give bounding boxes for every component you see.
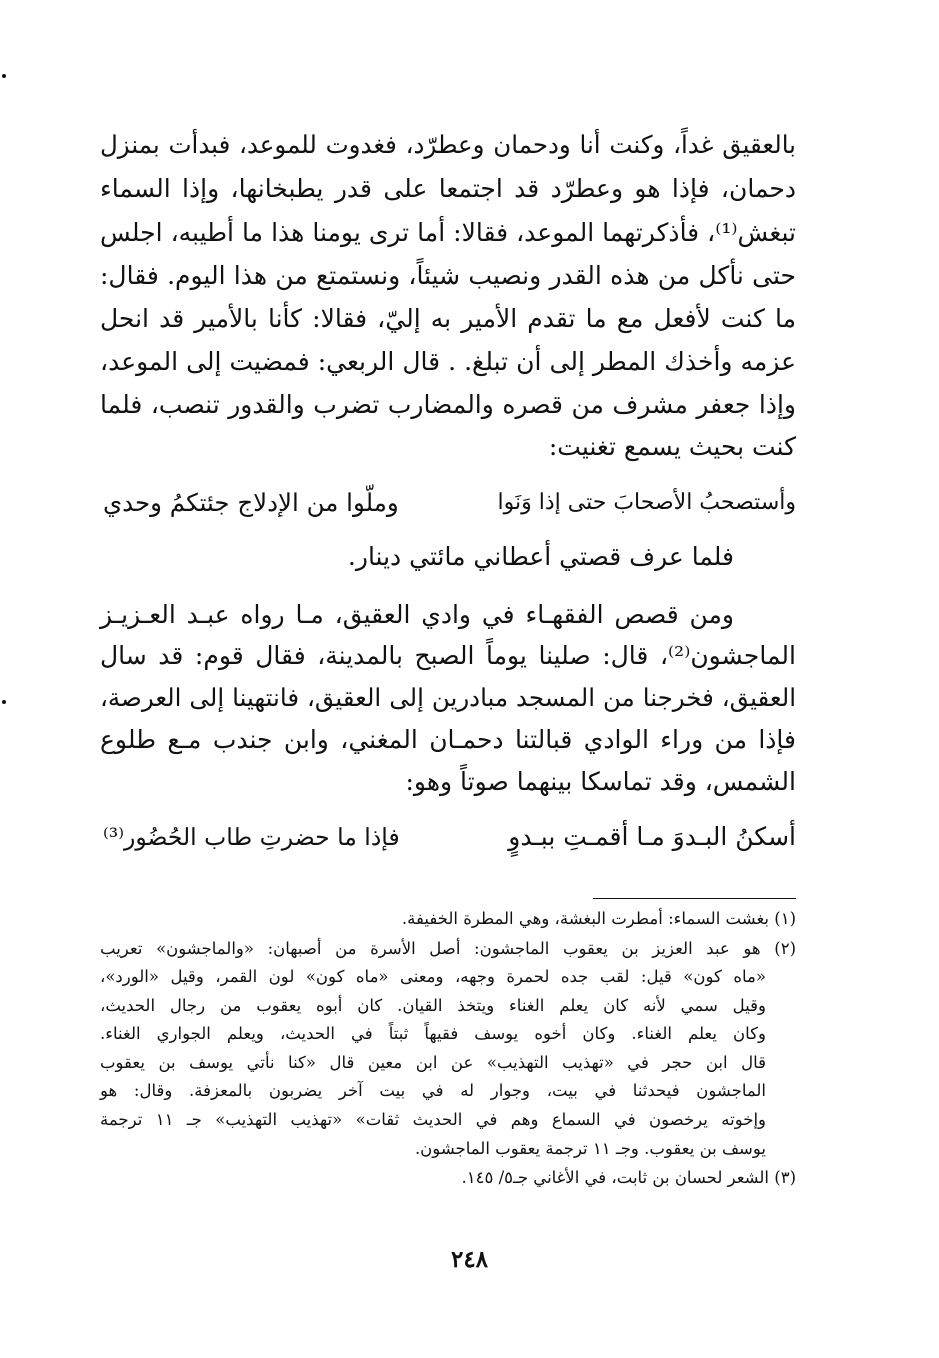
body-line: فإذا من وراء الوادي قبالتنا دحمـان المغني، وابن جندب مـع طلوع [100,725,796,754]
footnote-line: وقيل سمي لأنه كان يعلم الغناء ويتخذ القيان. كان أبوه يعقوب من رجال الحديث، [100,996,766,1015]
verse-first-hemistich: أسكنُ البـدوَ مـا أقمـتِ ببـدوٍ [508,822,796,851]
footnote-line: (١) بغشت السماء: أمطرت البغشة، وهي المطرة الخفيفة. [401,909,796,928]
footnote-line: الماجشون فيحدثنا في بيت، وجوار له في بيت آخر يضربون بالمعزفة. وقال: هو [100,1081,766,1100]
footnote-line: وإخوته يرخصون في السماع وهم في الحديث ثقات» «تهذيب التهذيب» جـ ١١ ترجمة [100,1110,766,1129]
footnote-separator [593,898,796,899]
footnote-line: قال ابن حجر في «تهذيب التهذيب» عن ابن معين قال «كنا نأتي يوسف بن يعقوب [100,1053,766,1072]
body-line: حتى نأكل من هذه القدر ونصيب شيئاً، ونستمتع من هذا اليوم. فقال: [100,261,796,290]
body-line: ما كنت لأفعل مع ما تقدم الأمير به إليّ، فقالا: كأنا بالأمير قد انحل [100,304,796,333]
verse-second-hemistich: فإذا ما حضرتِ طاب الحُضُور⁽³⁾ [103,823,400,851]
page-number: ٢٤٨ [450,1246,489,1273]
body-line: العقيق، فخرجنا من المسجد مبادرين إلى العقيق، فانتهينا إلى العرصة، [100,683,796,712]
body-line: ومن قصص الفقهـاء في وادي العقيق، مـا رواه عبـد العـزيـز [100,600,734,629]
body-line: دحمان، فإذا هو وعطرّد قد اجتمعا على قدر يطبخانها، وإذا السماء [100,174,796,203]
footnote-line: (٢) هو عبد العزيز بن يعقوب الماجشون: أصل الأسرة من أصبهان: «والماجشون» تعريب [100,939,796,958]
body-line: وإذا جعفر مشرف من قصره والمضارب تضرب والقدور تنصب، فلما [100,390,796,419]
body-line: عزمه وأخذك المطر إلى أن تبلغ. . قال الربعي: فمضيت إلى الموعد، [100,347,796,376]
body-line: الشمس، وقد تماسكا بينهما صوتاً وهو: [405,767,796,796]
scan-edge-mark [2,700,6,704]
footnote-line: يوسف بن يعقوب. وجـ ١١ ترجمة يعقوب الماجشون. [414,1139,766,1158]
body-line: الماجشون⁽²⁾، قال: صلينا يوماً الصبح بالمدينة، فقال قوم: قد سال [100,641,796,670]
footnote-line: وكان يعلم الغناء. وكان أخوه يوسف فقيهاً ثبتاً في الحديث، ويعلم الجواري الغناء. [100,1024,766,1043]
footnote-line: (٣) الشعر لحسان بن ثابت، في الأغاني جـ٥/ ١٤٥. [461,1168,796,1187]
verse-second-hemistich: وملّوا من الإدلاج جئتكمُ وحدي [103,488,399,517]
body-line: بالعقيق غداً، وكنت أنا ودحمان وعطرّد، فغدوت للموعد، فبدأت بمنزل [100,130,796,159]
body-line: فلما عرف قصتي أعطاني مائتي دينار. [347,542,734,571]
body-line: كنت بحيث يسمع تغنيت: [548,432,796,461]
footnote-line: «ماه كون» قيل: لقب جده لحمرة وجهه، ومعنى «ماه كون» لون القمر، وقيل «الورد»، [100,967,766,986]
body-line: تبغش⁽¹⁾، فأذكرتهما الموعد، فقالا: أما ترى يومنا هذا ما أطيبه، اجلس [100,218,796,247]
scan-edge-mark [2,74,6,78]
verse-first-hemistich: وأستصحبُ الأصحابَ حتى إذا وَنَوا [497,490,796,515]
